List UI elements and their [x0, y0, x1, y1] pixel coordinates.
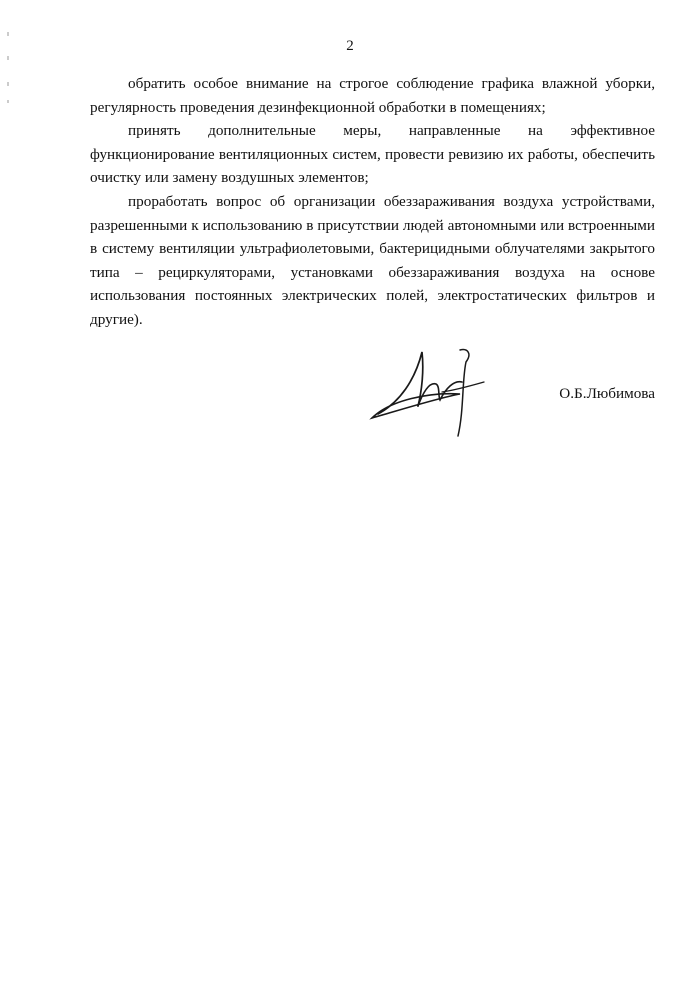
handwritten-signature: [360, 340, 500, 440]
signer-name: О.Б.Любимова: [559, 385, 655, 402]
paragraph-cleaning: обратить особое внимание на строгое соблюдение графика влажной уборки, регулярность проведения дезинфекционной обработки в помещениях;: [90, 75, 655, 116]
paragraph-ventilation: принять дополнительные меры, направленные на эффективное функционирование вентиляционных систем, провести ревизию их работы, обеспечить очистку или замену воздушных элементов;: [90, 122, 655, 187]
document-body: [90, 72, 655, 332]
paragraph-air-disinfection: проработать вопрос об организации обеззараживания воздуха устройствами, разрешенными к использованию в присутствии людей автономными или встроенными в систему вентиляции ультрафиолетовыми, бактерицидными облучателями закрытого типа – рециркуляторами, установками обеззараживания воздуха на основе использования постоянных электрических полей, электростатических фильтров и другие).: [90, 192, 655, 328]
page-number: 2: [346, 38, 354, 54]
